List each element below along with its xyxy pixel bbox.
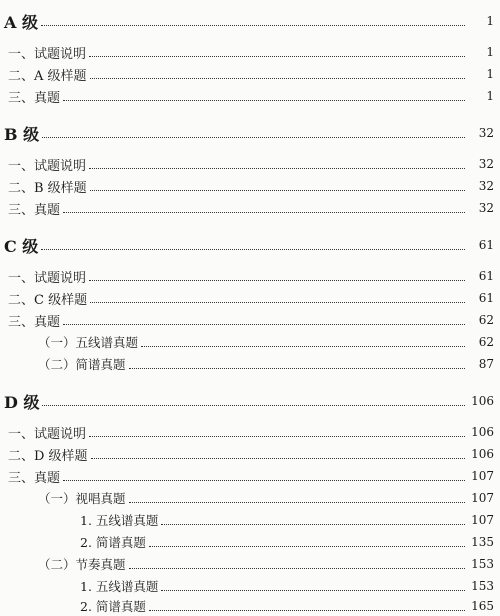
toc-entry[interactable] xyxy=(0,42,500,62)
toc-entry-page: 32 xyxy=(478,157,494,171)
toc-entry-label: 二、C 级样题 xyxy=(8,292,88,308)
toc-entry-label: 三、真题 xyxy=(8,470,61,486)
toc-entry-page: 153 xyxy=(471,557,494,571)
toc-entry-page: 165 xyxy=(471,599,494,613)
toc-entry-d-level[interactable] xyxy=(0,391,500,411)
toc-entry-page: 87 xyxy=(478,357,494,371)
toc-entry-page: 61 xyxy=(478,238,494,252)
toc-entry[interactable] xyxy=(0,198,500,218)
toc-entry-page: 107 xyxy=(471,469,494,483)
toc-entry-label: A 级 xyxy=(4,12,38,32)
dot-leader xyxy=(141,346,465,347)
toc-entry-label: 二、A 级样题 xyxy=(8,68,87,84)
toc-entry[interactable] xyxy=(0,332,500,352)
dot-leader xyxy=(91,458,465,459)
dot-leader xyxy=(129,502,465,503)
toc-entry-label: 二、B 级样题 xyxy=(8,180,87,196)
toc-entry[interactable] xyxy=(0,554,500,574)
toc-entry[interactable] xyxy=(0,466,500,486)
toc-entry[interactable] xyxy=(0,86,500,106)
toc-entry-label: 三、真题 xyxy=(8,202,61,218)
toc-entry-label: 一、试题说明 xyxy=(8,46,87,62)
toc-entry-label: 一、试题说明 xyxy=(8,426,87,442)
dot-leader xyxy=(63,324,465,325)
dot-leader xyxy=(129,568,465,569)
toc-entry-label: （一）视唱真题 xyxy=(38,491,126,506)
toc-entry[interactable] xyxy=(0,444,500,464)
dot-leader xyxy=(90,78,465,79)
toc-entry-c-level[interactable] xyxy=(0,235,500,255)
toc-entry[interactable] xyxy=(0,154,500,174)
dot-leader xyxy=(161,524,465,525)
toc-entry[interactable] xyxy=(0,596,500,616)
toc-entry[interactable] xyxy=(0,266,500,286)
dot-leader xyxy=(149,546,465,547)
toc-entry-label: 一、试题说明 xyxy=(8,270,87,286)
toc-entry[interactable] xyxy=(0,354,500,374)
dot-leader xyxy=(41,249,465,250)
toc-entry-label: 2. 简谱真题 xyxy=(80,599,146,614)
toc-entry-page: 153 xyxy=(471,579,494,593)
toc-entry-label: 二、D 级样题 xyxy=(8,448,88,464)
toc-entry-page: 107 xyxy=(471,513,494,527)
toc-entry-page: 62 xyxy=(478,313,494,327)
toc-entry-page: 1 xyxy=(486,67,494,81)
toc-entry-label: 三、真题 xyxy=(8,314,61,330)
toc-entry[interactable] xyxy=(0,532,500,552)
dot-leader xyxy=(149,610,465,611)
toc-entry[interactable] xyxy=(0,488,500,508)
toc-entry-page: 32 xyxy=(478,201,494,215)
dot-leader xyxy=(129,368,465,369)
dot-leader xyxy=(90,190,465,191)
toc-entry[interactable] xyxy=(0,310,500,330)
toc-entry-label: （一）五线谱真题 xyxy=(38,335,139,350)
toc-entry-page: 1 xyxy=(486,14,494,28)
toc-entry[interactable] xyxy=(0,510,500,530)
dot-leader xyxy=(63,480,465,481)
toc-entry-label: 1. 五线谱真题 xyxy=(80,513,159,528)
toc-entry-label: 1. 五线谱真题 xyxy=(80,579,159,594)
toc-entry[interactable] xyxy=(0,422,500,442)
toc-entry-label: D 级 xyxy=(4,392,40,412)
dot-leader xyxy=(89,168,465,169)
dot-leader xyxy=(42,137,465,138)
toc-entry-label: （二）简谱真题 xyxy=(38,357,126,372)
dot-leader xyxy=(63,212,465,213)
toc-entry-page: 106 xyxy=(471,447,494,461)
dot-leader xyxy=(161,590,465,591)
dot-leader xyxy=(41,25,465,26)
toc-entry-page: 1 xyxy=(486,89,494,103)
toc-entry-label: 一、试题说明 xyxy=(8,158,87,174)
dot-leader xyxy=(90,302,465,303)
dot-leader xyxy=(89,280,465,281)
dot-leader xyxy=(63,100,465,101)
toc-entry[interactable] xyxy=(0,288,500,308)
dot-leader xyxy=(89,436,465,437)
dot-leader xyxy=(42,405,465,406)
toc-entry-page: 61 xyxy=(478,291,494,305)
toc-entry-label: C 级 xyxy=(4,236,39,256)
toc-entry-label: （二）节奏真题 xyxy=(38,557,126,572)
toc-entry-page: 61 xyxy=(478,269,494,283)
toc-entry-label: 2. 简谱真题 xyxy=(80,535,146,550)
toc-entry-page: 106 xyxy=(471,394,494,408)
toc-entry-page: 32 xyxy=(478,179,494,193)
toc-entry-b-level[interactable] xyxy=(0,123,500,143)
toc-entry-page: 135 xyxy=(471,535,494,549)
toc-entry-page: 62 xyxy=(478,335,494,349)
toc-entry[interactable] xyxy=(0,576,500,596)
toc-entry-page: 32 xyxy=(478,126,494,140)
toc-entry[interactable] xyxy=(0,176,500,196)
toc-entry-a-level[interactable] xyxy=(0,11,500,31)
toc-entry-label: B 级 xyxy=(4,124,40,144)
toc-entry-page: 107 xyxy=(471,491,494,505)
toc-entry-label: 三、真题 xyxy=(8,90,61,106)
toc-entry[interactable] xyxy=(0,64,500,84)
toc-entry-page: 106 xyxy=(471,425,494,439)
dot-leader xyxy=(89,56,465,57)
toc-entry-page: 1 xyxy=(486,45,494,59)
